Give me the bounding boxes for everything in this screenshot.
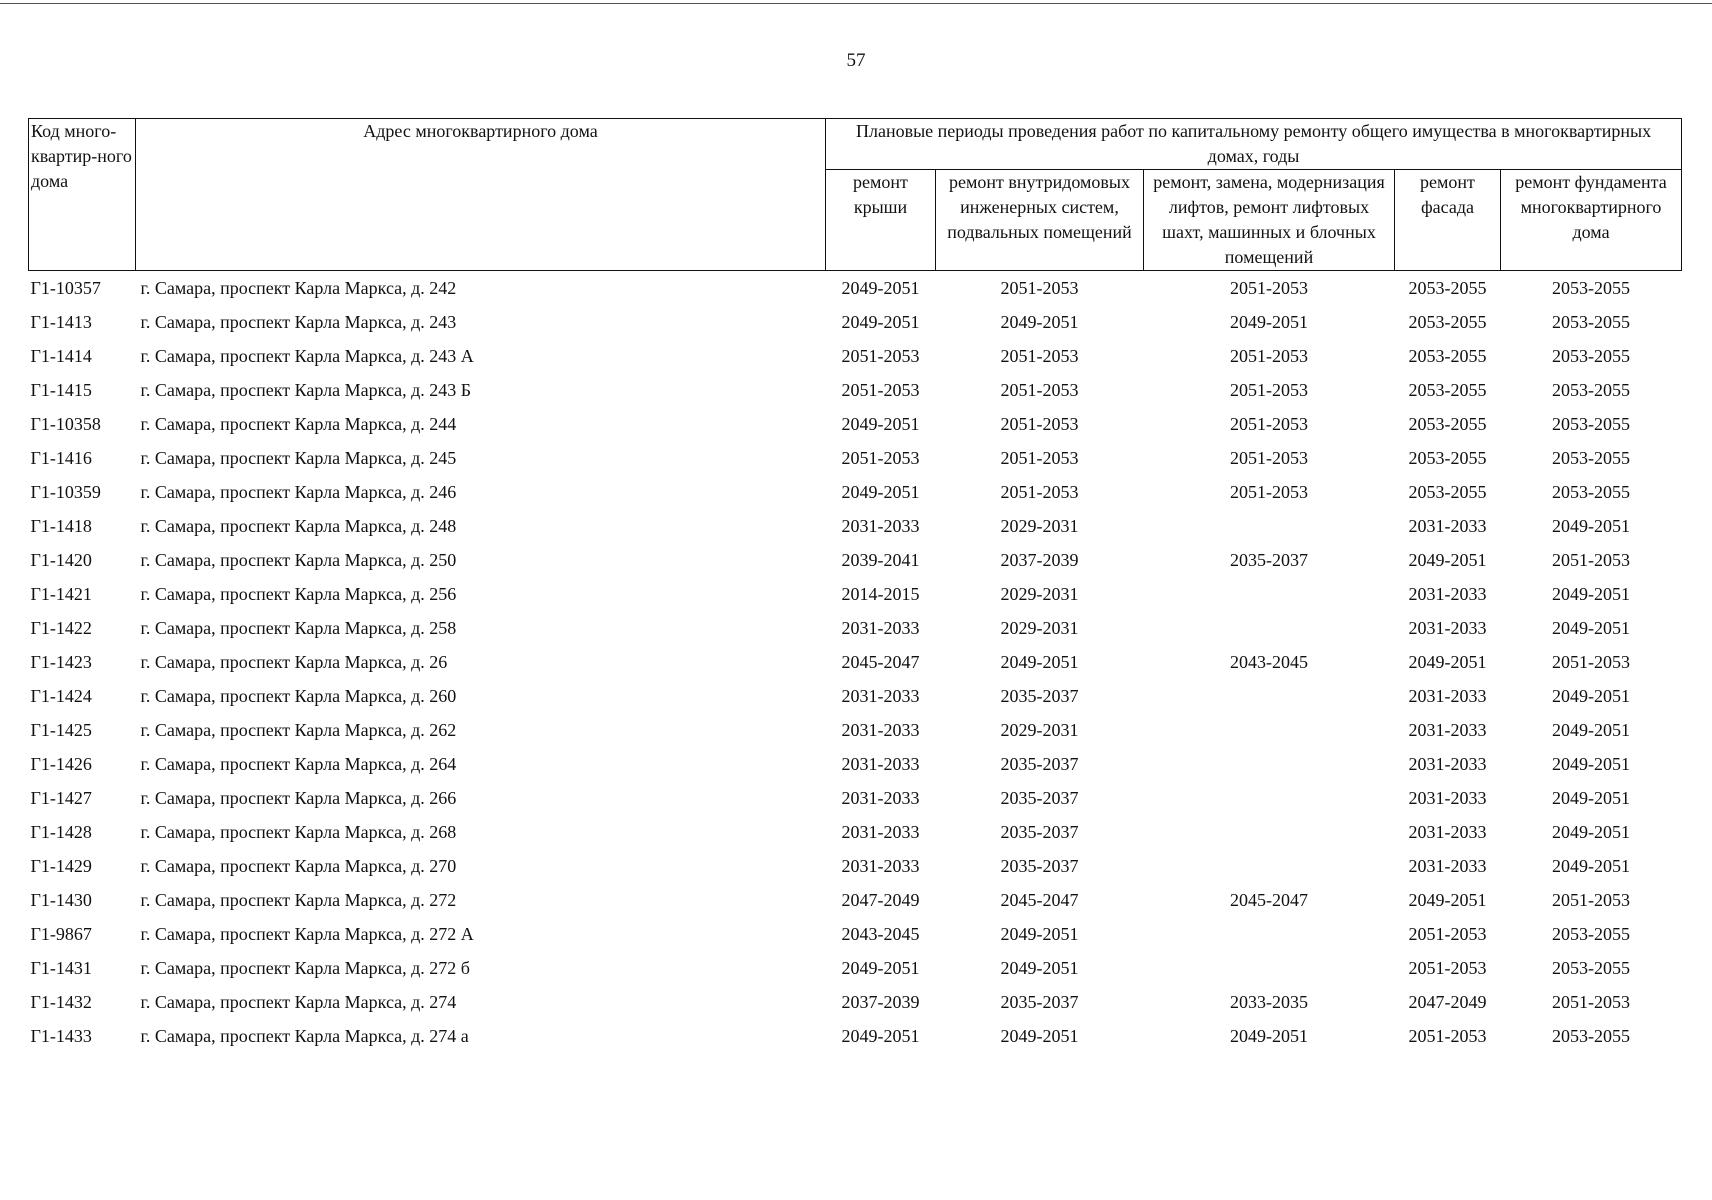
cell-address: г. Самара, проспект Карла Маркса, д. 268 <box>140 821 457 842</box>
repair-plan-table <box>28 118 1682 1053</box>
cell-engineering: 2029-2031 <box>1000 515 1079 536</box>
page-number: 57 <box>846 50 866 71</box>
cell-engineering: 2049-2051 <box>1000 651 1079 672</box>
cell-code: Г1-1431 <box>30 957 92 978</box>
cell-elevators: 2051-2053 <box>1230 413 1308 434</box>
cell-address: г. Самара, проспект Карла Маркса, д. 250 <box>140 549 457 570</box>
header-foundation: ремонт фундамента многоквартирного дома <box>1501 170 1682 271</box>
table-row <box>29 373 1682 407</box>
cell-elevators: 2045-2047 <box>1230 889 1308 910</box>
table-row <box>29 951 1682 985</box>
cell-facade: 2031-2033 <box>1408 583 1487 604</box>
cell-facade: 2031-2033 <box>1408 821 1487 842</box>
cell-address: г. Самара, проспект Карла Маркса, д. 262 <box>140 719 457 740</box>
cell-address: г. Самара, проспект Карла Маркса, д. 266 <box>140 787 457 808</box>
cell-roof: 2031-2033 <box>841 821 920 842</box>
table-row <box>29 475 1682 509</box>
cell-engineering: 2049-2051 <box>1000 923 1079 944</box>
cell-facade: 2049-2051 <box>1408 651 1487 672</box>
cell-address: г. Самара, проспект Карла Маркса, д. 274 <box>140 991 457 1012</box>
cell-elevators <box>1144 577 1395 611</box>
cell-code: Г1-1420 <box>30 549 92 570</box>
cell-facade: 2053-2055 <box>1408 311 1487 332</box>
table-row <box>29 917 1682 951</box>
cell-roof: 2045-2047 <box>841 651 920 672</box>
table-row <box>29 339 1682 373</box>
table-row <box>29 747 1682 781</box>
cell-facade: 2053-2055 <box>1408 345 1487 366</box>
cell-foundation: 2053-2055 <box>1552 957 1631 978</box>
cell-roof: 2031-2033 <box>841 753 920 774</box>
cell-foundation: 2051-2053 <box>1552 549 1631 570</box>
cell-engineering: 2035-2037 <box>1000 753 1079 774</box>
table-row <box>29 305 1682 339</box>
cell-elevators <box>1144 509 1395 543</box>
cell-foundation: 2053-2055 <box>1552 345 1631 366</box>
cell-engineering: 2049-2051 <box>1000 1025 1079 1046</box>
cell-elevators: 2051-2053 <box>1230 481 1308 502</box>
cell-address: г. Самара, проспект Карла Маркса, д. 258 <box>140 617 457 638</box>
cell-address: г. Самара, проспект Карла Маркса, д. 272 б <box>140 957 470 978</box>
cell-foundation: 2053-2055 <box>1552 277 1631 298</box>
cell-facade: 2053-2055 <box>1408 413 1487 434</box>
cell-address: г. Самара, проспект Карла Маркса, д. 246 <box>140 481 457 502</box>
header-code: Код много-квартир-ного дома <box>29 119 136 271</box>
cell-engineering: 2051-2053 <box>1000 345 1079 366</box>
top-border-line <box>0 3 1712 4</box>
table-row <box>29 271 1682 306</box>
cell-address: г. Самара, проспект Карла Маркса, д. 242 <box>140 277 457 298</box>
cell-engineering: 2029-2031 <box>1000 617 1079 638</box>
cell-roof: 2043-2045 <box>841 923 920 944</box>
cell-foundation: 2049-2051 <box>1552 821 1631 842</box>
header-elevators: ремонт, замена, модернизация лифтов, ремонт лифтовых шахт, машинных и блочных помещений <box>1144 170 1395 271</box>
cell-foundation: 2053-2055 <box>1552 923 1631 944</box>
cell-foundation: 2049-2051 <box>1552 719 1631 740</box>
cell-elevators: 2051-2053 <box>1230 447 1308 468</box>
cell-roof: 2049-2051 <box>841 277 920 298</box>
cell-facade: 2031-2033 <box>1408 617 1487 638</box>
cell-foundation: 2049-2051 <box>1552 685 1631 706</box>
table-row <box>29 407 1682 441</box>
cell-address: г. Самара, проспект Карла Маркса, д. 243 А <box>140 345 474 366</box>
table-row <box>29 645 1682 679</box>
cell-elevators <box>1144 951 1395 985</box>
cell-foundation: 2049-2051 <box>1552 787 1631 808</box>
cell-elevators: 2049-2051 <box>1230 311 1308 332</box>
table-body <box>29 271 1682 1054</box>
cell-address: г. Самара, проспект Карла Маркса, д. 26 <box>140 651 448 672</box>
cell-code: Г1-9867 <box>30 923 92 944</box>
cell-foundation: 2053-2055 <box>1552 481 1631 502</box>
table-row <box>29 815 1682 849</box>
cell-roof: 2049-2051 <box>841 481 920 502</box>
header-roof: ремонт крыши <box>826 170 936 271</box>
header-address: Адрес многоквартирного дома <box>136 119 826 271</box>
cell-roof: 2049-2051 <box>841 1025 920 1046</box>
cell-elevators: 2033-2035 <box>1230 991 1308 1012</box>
cell-facade: 2031-2033 <box>1408 787 1487 808</box>
cell-engineering: 2029-2031 <box>1000 719 1079 740</box>
cell-address: г. Самара, проспект Карла Маркса, д. 274 а <box>140 1025 469 1046</box>
cell-code: Г1-1423 <box>30 651 92 672</box>
cell-roof: 2037-2039 <box>841 991 920 1012</box>
cell-foundation: 2053-2055 <box>1552 311 1631 332</box>
cell-elevators <box>1144 917 1395 951</box>
cell-code: Г1-1427 <box>30 787 92 808</box>
cell-address: г. Самара, проспект Карла Маркса, д. 272 А <box>140 923 474 944</box>
cell-roof: 2049-2051 <box>841 413 920 434</box>
cell-code: Г1-1429 <box>30 855 92 876</box>
cell-code: Г1-1422 <box>30 617 92 638</box>
cell-roof: 2047-2049 <box>841 889 920 910</box>
cell-address: г. Самара, проспект Карла Маркса, д. 260 <box>140 685 457 706</box>
table-row <box>29 849 1682 883</box>
cell-facade: 2031-2033 <box>1408 515 1487 536</box>
cell-code: Г1-1418 <box>30 515 92 536</box>
cell-address: г. Самара, проспект Карла Маркса, д. 243 Б <box>140 379 472 400</box>
cell-foundation: 2053-2055 <box>1552 413 1631 434</box>
cell-engineering: 2051-2053 <box>1000 481 1079 502</box>
cell-engineering: 2035-2037 <box>1000 821 1079 842</box>
cell-code: Г1-1425 <box>30 719 92 740</box>
cell-code: Г1-1432 <box>30 991 92 1012</box>
cell-roof: 2031-2033 <box>841 515 920 536</box>
header-facade: ремонт фасада <box>1395 170 1501 271</box>
header-engineering: ремонт внутридомовых инженерных систем, подвальных помещений <box>936 170 1144 271</box>
cell-roof: 2039-2041 <box>841 549 920 570</box>
cell-facade: 2047-2049 <box>1408 991 1487 1012</box>
cell-roof: 2031-2033 <box>841 719 920 740</box>
cell-elevators <box>1144 849 1395 883</box>
cell-facade: 2031-2033 <box>1408 685 1487 706</box>
cell-engineering: 2051-2053 <box>1000 447 1079 468</box>
cell-address: г. Самара, проспект Карла Маркса, д. 270 <box>140 855 457 876</box>
cell-engineering: 2037-2039 <box>1000 549 1079 570</box>
table-row <box>29 781 1682 815</box>
cell-elevators: 2051-2053 <box>1230 345 1308 366</box>
cell-engineering: 2049-2051 <box>1000 957 1079 978</box>
cell-address: г. Самара, проспект Карла Маркса, д. 256 <box>140 583 457 604</box>
cell-code: Г1-10359 <box>30 481 101 502</box>
cell-code: Г1-1424 <box>30 685 92 706</box>
cell-code: Г1-1414 <box>30 345 92 366</box>
cell-engineering: 2035-2037 <box>1000 855 1079 876</box>
cell-foundation: 2051-2053 <box>1552 651 1631 672</box>
cell-facade: 2031-2033 <box>1408 753 1487 774</box>
cell-engineering: 2035-2037 <box>1000 787 1079 808</box>
cell-engineering: 2051-2053 <box>1000 413 1079 434</box>
cell-foundation: 2051-2053 <box>1552 991 1631 1012</box>
cell-code: Г1-1428 <box>30 821 92 842</box>
cell-foundation: 2053-2055 <box>1552 447 1631 468</box>
cell-address: г. Самара, проспект Карла Маркса, д. 248 <box>140 515 457 536</box>
cell-roof: 2051-2053 <box>841 345 920 366</box>
table-row <box>29 543 1682 577</box>
cell-foundation: 2049-2051 <box>1552 753 1631 774</box>
cell-address: г. Самара, проспект Карла Маркса, д. 244 <box>140 413 457 434</box>
cell-code: Г1-1426 <box>30 753 92 774</box>
cell-code: Г1-10358 <box>30 413 101 434</box>
cell-code: Г1-1421 <box>30 583 92 604</box>
cell-facade: 2031-2033 <box>1408 855 1487 876</box>
cell-engineering: 2051-2053 <box>1000 277 1079 298</box>
table-row <box>29 441 1682 475</box>
cell-address: г. Самара, проспект Карла Маркса, д. 245 <box>140 447 457 468</box>
cell-facade: 2049-2051 <box>1408 549 1487 570</box>
header-periods: Плановые периоды проведения работ по капитальному ремонту общего имущества в многоквартирных домах, годы <box>826 119 1682 170</box>
cell-facade: 2051-2053 <box>1408 923 1487 944</box>
cell-elevators: 2049-2051 <box>1230 1025 1308 1046</box>
cell-foundation: 2049-2051 <box>1552 515 1631 536</box>
cell-elevators: 2051-2053 <box>1230 277 1308 298</box>
cell-facade: 2051-2053 <box>1408 1025 1487 1046</box>
cell-foundation: 2049-2051 <box>1552 617 1631 638</box>
cell-engineering: 2035-2037 <box>1000 685 1079 706</box>
cell-facade: 2049-2051 <box>1408 889 1487 910</box>
cell-facade: 2053-2055 <box>1408 481 1487 502</box>
cell-elevators: 2035-2037 <box>1230 549 1308 570</box>
cell-facade: 2053-2055 <box>1408 447 1487 468</box>
cell-address: г. Самара, проспект Карла Маркса, д. 243 <box>140 311 457 332</box>
table-row <box>29 577 1682 611</box>
cell-roof: 2031-2033 <box>841 787 920 808</box>
cell-facade: 2051-2053 <box>1408 957 1487 978</box>
table-row <box>29 985 1682 1019</box>
cell-roof: 2049-2051 <box>841 957 920 978</box>
cell-foundation: 2051-2053 <box>1552 889 1631 910</box>
table-row <box>29 713 1682 747</box>
cell-engineering: 2049-2051 <box>1000 311 1079 332</box>
cell-elevators <box>1144 713 1395 747</box>
cell-address: г. Самара, проспект Карла Маркса, д. 264 <box>140 753 457 774</box>
cell-code: Г1-1415 <box>30 379 92 400</box>
table-row <box>29 679 1682 713</box>
cell-engineering: 2029-2031 <box>1000 583 1079 604</box>
table-row <box>29 1019 1682 1053</box>
table-row <box>29 883 1682 917</box>
cell-roof: 2051-2053 <box>841 447 920 468</box>
cell-engineering: 2035-2037 <box>1000 991 1079 1012</box>
cell-foundation: 2053-2055 <box>1552 379 1631 400</box>
cell-foundation: 2049-2051 <box>1552 855 1631 876</box>
cell-code: Г1-1416 <box>30 447 92 468</box>
cell-code: Г1-1433 <box>30 1025 92 1046</box>
cell-roof: 2031-2033 <box>841 617 920 638</box>
cell-elevators <box>1144 781 1395 815</box>
cell-facade: 2053-2055 <box>1408 277 1487 298</box>
cell-elevators <box>1144 815 1395 849</box>
cell-roof: 2049-2051 <box>841 311 920 332</box>
cell-foundation: 2049-2051 <box>1552 583 1631 604</box>
cell-engineering: 2051-2053 <box>1000 379 1079 400</box>
cell-roof: 2051-2053 <box>841 379 920 400</box>
cell-code: Г1-1413 <box>30 311 92 332</box>
cell-elevators: 2051-2053 <box>1230 379 1308 400</box>
cell-address: г. Самара, проспект Карла Маркса, д. 272 <box>140 889 457 910</box>
table-row <box>29 509 1682 543</box>
cell-code: Г1-1430 <box>30 889 92 910</box>
cell-roof: 2031-2033 <box>841 685 920 706</box>
cell-elevators <box>1144 679 1395 713</box>
cell-roof: 2031-2033 <box>841 855 920 876</box>
cell-code: Г1-10357 <box>30 277 101 298</box>
cell-elevators <box>1144 611 1395 645</box>
cell-elevators: 2043-2045 <box>1230 651 1308 672</box>
table-header <box>29 119 1682 271</box>
table-row <box>29 611 1682 645</box>
cell-roof: 2014-2015 <box>841 583 920 604</box>
cell-engineering: 2045-2047 <box>1000 889 1079 910</box>
cell-foundation: 2053-2055 <box>1552 1025 1631 1046</box>
cell-elevators <box>1144 747 1395 781</box>
cell-facade: 2053-2055 <box>1408 379 1487 400</box>
cell-facade: 2031-2033 <box>1408 719 1487 740</box>
